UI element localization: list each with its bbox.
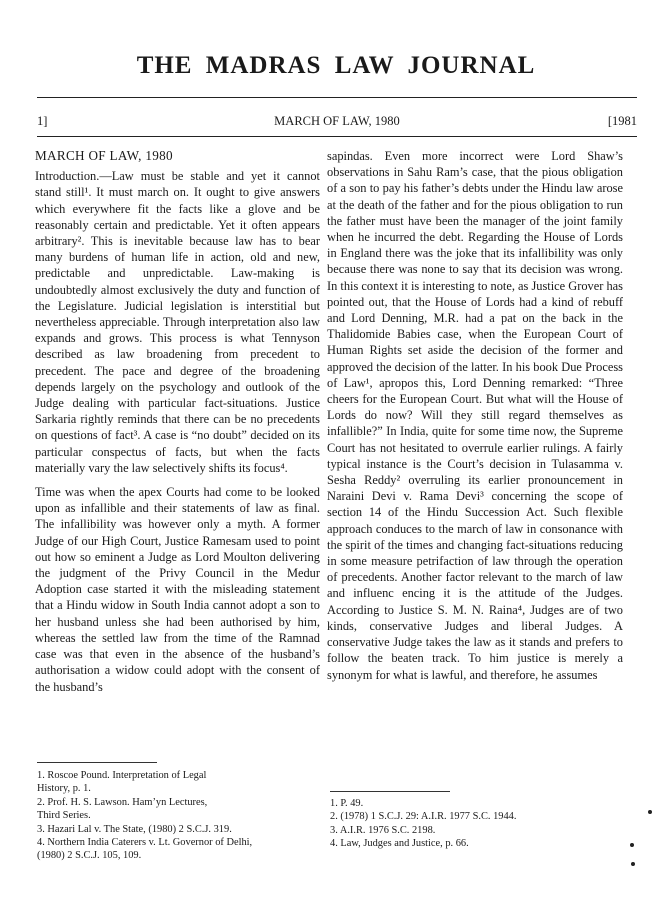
running-year: [1981: [607, 114, 637, 128]
running-title: MARCH OF LAW, 1980: [274, 114, 400, 128]
right-footnotes: [330, 797, 630, 851]
header-rule: [37, 136, 637, 137]
footnote: 3. Hazari Lal v. The State, (1980) 2 S.C.J. 319.: [37, 823, 232, 835]
article-heading: MARCH OF LAW, 1980: [35, 148, 173, 163]
footnote: 2. Prof. H. S. Lawson. Ham’yn Lectures,: [37, 796, 208, 808]
right-column: [327, 148, 623, 683]
page-number: 1]: [37, 114, 48, 128]
scan-speck: [631, 862, 635, 866]
footnote: 4. Law, Judges and Justice, p. 66.: [330, 838, 469, 850]
paragraph: Introduction.—Law must be stable and yet it cannot stand still¹. It must march on. It ought to give answers which everywhere fit the facts like a glove and be reasonably certain and predictable. Yet it often appears arbitrary². This is inevitable because law has to bear many burdens of human life in action, old and new, predictable and unpredictable. Law-making is undoubtedly almost exclusively the duty and function of the Legislature. Judicial legislation is interstitial but nevertheless appreciable. Through interpretation also law expands and grows. This process is what Tennyson described as law broadening from precedent to precedent. The pace and degree of the broadening depends largely on the psychology and outlook of the Judge dealing with particular fact-situations. Justice Sarkaria rightly reminds that there can be no precedents on questions of fact³. A case is “no doubt” decided on its particular conspectus of facts, but when the facts materially vary the law selectively shifts its focus⁴.: [35, 169, 320, 475]
footnote: 4. Northern India Caterers v. Lt. Governor of Delhi,: [37, 837, 253, 849]
footnote: 2. (1978) 1 S.C.J. 29: A.I.R. 1977 S.C. 1944.: [330, 811, 517, 823]
left-column: [35, 148, 320, 695]
scan-speck: [648, 810, 652, 814]
footnote: 1. P. 49.: [330, 798, 364, 809]
footnote-rule: [330, 791, 450, 792]
footnote: 3. A.I.R. 1976 S.C. 2198.: [330, 824, 436, 836]
footnote: History, p. 1.: [37, 783, 91, 795]
footnote: Third Series.: [37, 810, 91, 822]
footnote: 1. Roscoe Pound. Interpretation of Legal: [37, 770, 207, 781]
left-footnotes: [37, 769, 322, 863]
scan-speck: [630, 843, 634, 847]
running-header: [37, 114, 637, 132]
masthead-rule: [37, 97, 637, 98]
footnote: (1980) 2 S.C.J. 105, 109.: [37, 850, 142, 862]
journal-masthead: THE MADRAS LAW JOURNAL: [136, 52, 536, 79]
footnote-rule: [37, 762, 157, 763]
paragraph: Time was when the apex Courts had come to be looked upon as infallible and their statements of law as final. The infallibility was however only a myth. A former Judge of our High Court, Justice Ramesam used to point out how so eminent a Judge as Lord Moulton delivering the judgment of the Privy Council in the Medur Adoption case started it with the misleading statement that a Hindu widow in South India cannot adopt a son to her husband unless she had been authorised by him, whereas the settled law from the time of the Ramnad case was that even in the absence of the husband’s authorisation a widow could adopt with the consent of the husband’s: [35, 485, 320, 694]
paragraph: sapindas. Even more incorrect were Lord Shaw’s observations in Sahu Ram’s case, that the pious obligation of a son to pay his father’s debts under the Hindu law arose at the death of the father and for the pious obligation to run the father must have been the manager of the joint family when he incurred the debt. Regarding the House of Lords in England there was the joke that its infallibility was only because there was none to say that its decision was wrong. In this context it is interesting to note, as Justice Grover has pointed out, that the House of Lords had a kind of rebuff and Lord Denning, M.R. had a pat on the back in the Thalidomide Babies case, when the European Court of Human Rights set aside the decision of the former and approved the decision of the latter. In his book Due Process of Law¹, apropos this, Lord Denning remarked: “Three cheers for the European Court. But what will the House of Lords do now? Will they still regard themselves as infallible?” In India, quite for some time now, the Supreme Court has not hesitated to overrule earlier rulings. A fairly typical instance is the Court’s decision in Tulasamma v. Sesha Reddy² overruling its earlier pronouncement in Naraini Devi v. Rama Devi³ concerning the scope of section 14 of the Hindu Succession Act. Such flexible approach conduces to the march of law in consonance with the spirit of the times and changing fact-situations reducing in some measure petrifaction of law through the operation of precedents. Another factor relevant to the march of law and influenc encing it is the attitude of the Judges. According to Justice S. M. N. Raina⁴, Judges are of two kinds, conservative Judges and liberal Judges. A conservative Judge takes the law as it stands and prefers to follow the beaten track. To him justice is merely a synonym for what is lawful, and therefore, he assumes: [327, 149, 623, 682]
